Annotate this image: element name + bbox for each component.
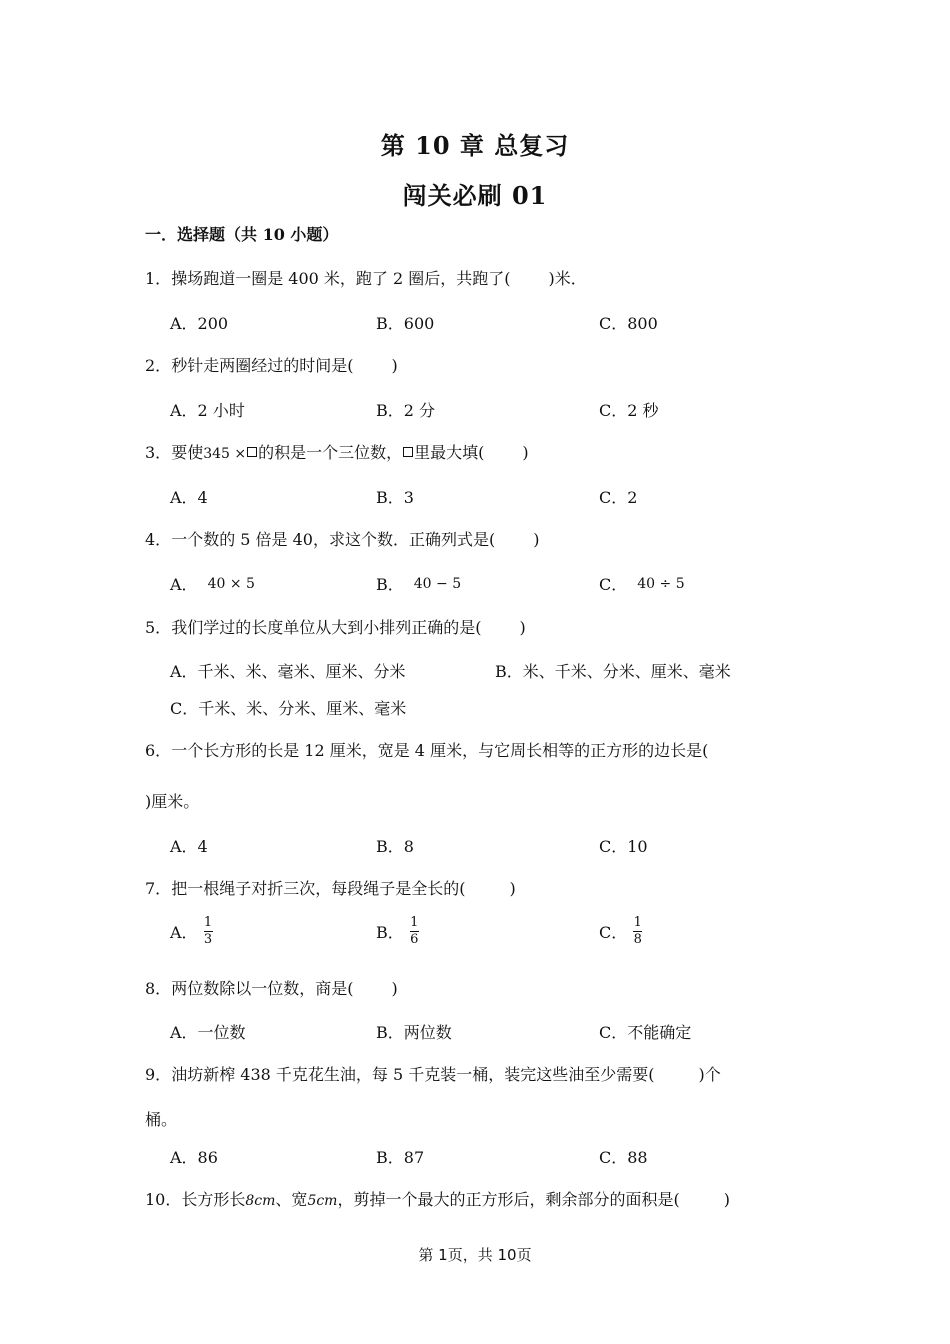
- q6-option-b: B．8: [376, 837, 414, 856]
- q8-option-b: B．两位数: [376, 1023, 452, 1042]
- q7-option-c: C． $\frac{1}{8}$: [599, 915, 642, 947]
- q5-option-b: B．米、千米、分米、厘米、毫米: [495, 662, 731, 681]
- q4-option-c: C． 40 ÷ 5: [599, 575, 685, 594]
- question-8: 8．两位数除以一位数，商是( ): [145, 979, 398, 998]
- question-9-line-2: 桶。: [145, 1110, 178, 1129]
- q2-option-c: C．2 秒: [599, 401, 659, 420]
- chapter-title: 第 10 章 总复习: [380, 131, 570, 160]
- q8-option-c: C．不能确定: [599, 1023, 692, 1042]
- question-10: 10．长方形长8cm、宽5cm，剪掉一个最大的正方形后，剩余部分的面积是( ): [145, 1190, 730, 1209]
- question-4: 4．一个数的 5 倍是 40，求这个数．正确列式是( ): [145, 530, 540, 549]
- fraction-one-sixth: $\frac{1}{6}$: [410, 915, 419, 947]
- question-2: 2．秒针走两圈经过的时间是( ): [145, 356, 398, 375]
- question-5: 5．我们学过的长度单位从大到小排列正确的是( ): [145, 618, 526, 637]
- section-heading: 一．选择题（共 10 小题）: [145, 225, 339, 244]
- q3-option-b: B．3: [376, 488, 414, 507]
- fraction-one-third: $\frac{1}{3}$: [203, 915, 213, 947]
- q7-option-a: A． $\frac{1}{3}$: [170, 915, 213, 947]
- fraction-one-eighth: $\frac{1}{8}$: [633, 915, 642, 947]
- blank-box-icon: [403, 447, 413, 457]
- question-7: 7．把一根绳子对折三次，每段绳子是全长的( ): [145, 879, 516, 898]
- q6-option-c: C．10: [599, 837, 648, 856]
- question-6: 6．一个长方形的长是 12 厘米，宽是 4 厘米，与它周长相等的正方形的边长是(: [145, 741, 709, 760]
- q3-option-c: C．2: [599, 488, 638, 507]
- question-1: 1．操场跑道一圈是 400 米，跑了 2 圈后，共跑了( )米．: [145, 269, 587, 288]
- blank-box-icon: [247, 447, 257, 457]
- q5-option-c: C．千米、米、分米、厘米、毫米: [170, 699, 407, 718]
- question-3: 3．要使345 × 的积是一个三位数， 里最大填( ): [145, 443, 529, 462]
- question-6-line-2: )厘米。: [145, 792, 200, 811]
- q9-option-a: A．86: [170, 1148, 218, 1167]
- q5-option-a: A．千米、米、毫米、厘米、分米: [170, 662, 406, 681]
- q9-option-b: B．87: [376, 1148, 425, 1167]
- q4-option-b: B． 40 − 5: [376, 575, 462, 594]
- chapter-subtitle: 闯关必刷 01: [402, 181, 548, 210]
- q9-option-c: C．88: [599, 1148, 648, 1167]
- q1-option-c: C．800: [599, 314, 658, 333]
- q2-option-b: B．2 分: [376, 401, 436, 420]
- q3-option-a: A．4: [170, 488, 208, 507]
- question-9: 9．油坊新榨 438 千克花生油，每 5 千克装一桶，装完这些油至少需要( )个: [145, 1065, 721, 1084]
- page-footer: 第 1页，共 10页: [418, 1246, 532, 1264]
- q8-option-a: A．一位数: [170, 1023, 246, 1042]
- q2-option-a: A．2 小时: [170, 401, 245, 420]
- q7-option-b: B． $\frac{1}{6}$: [376, 915, 419, 947]
- q1-option-a: A．200: [170, 314, 229, 333]
- q4-option-a: A． 40 × 5: [170, 575, 255, 594]
- q6-option-a: A．4: [170, 837, 208, 856]
- q1-option-b: B．600: [376, 314, 435, 333]
